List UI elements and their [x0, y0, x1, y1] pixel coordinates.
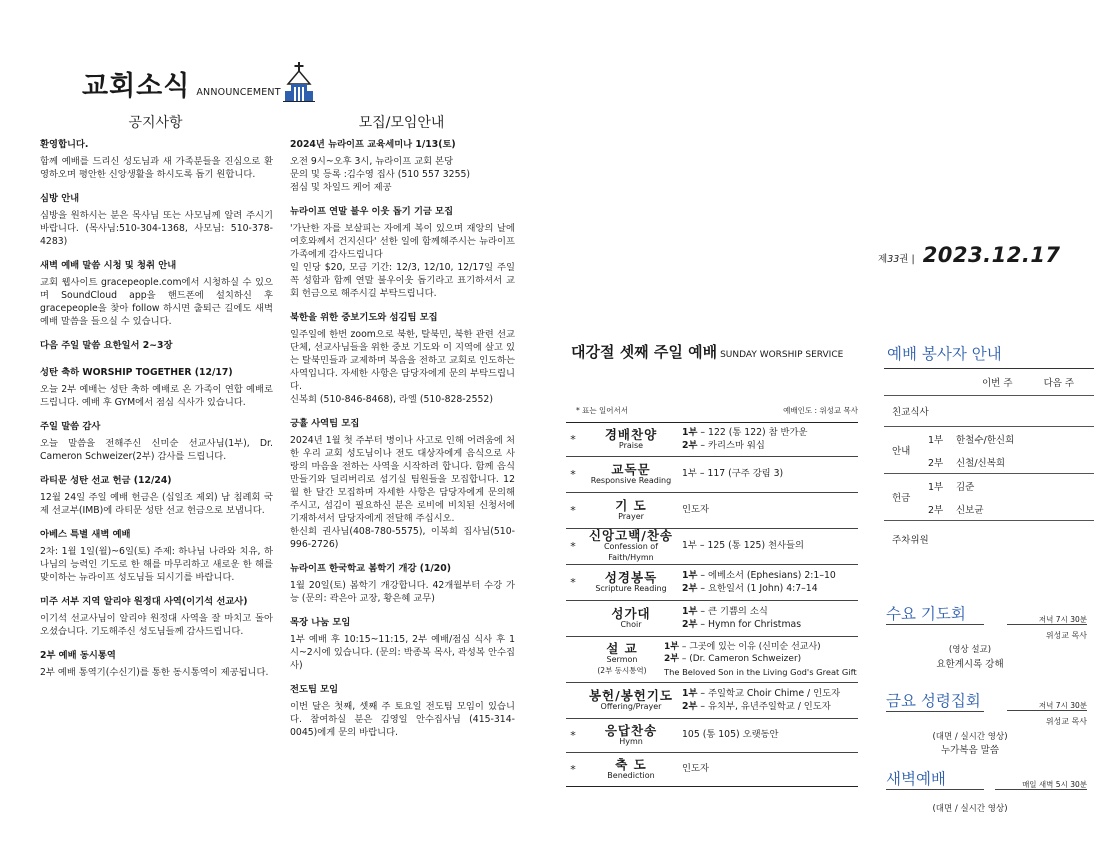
- divider: [1007, 710, 1087, 711]
- volume-label: 제33권 |: [878, 254, 915, 265]
- stand-note: * 표는 일어서서: [576, 406, 628, 415]
- order-row: 성가대 Choir 1부 – 큰 기쁨의 소식 2부 – Hymn for Christmas: [566, 601, 858, 637]
- divider: [886, 789, 984, 790]
- issue-date: [878, 243, 1061, 267]
- recruit-item: 목장 나눔 모임 1부 예배 후 10:15~11:15, 2부 예배/점심 식사 후 1시~2시에 있습니다. (문의: 박종복 목사, 곽성복 안수집사): [290, 617, 515, 671]
- notice-item: 아베스 특별 새벽 예배 2차: 1월 1일(월)~6일(토) 주제: 하나님 나라와 치유, 하나님의 능력인 기도로 한 해를 마무리하고 새로운 한 해를 맞이하는 뉴라이프 성도님들 되시기를 바랍니다.: [40, 529, 273, 583]
- worship-title: 대강절 셋째 주일 예배 SUNDAY WORSHIP SERVICE: [571, 343, 844, 361]
- volunteer-row: 안내 1부 한철수/한신희 2부 신철/신복희: [884, 427, 1094, 474]
- dawn-time: 매일 새벽 5시 30분: [1022, 780, 1087, 789]
- order-row: * 교독문 Responsive Reading 1부 – 117 (구주 강림 3): [566, 457, 858, 493]
- notice-item: 라티문 성탄 선교 헌금 (12/24) 12월 24일 주일 예배 헌금은 (십일조 제외) 남 침례회 국제 선교부(IMB)에 라티문 성탄 선교 헌금으로 보냅니다.: [40, 475, 273, 516]
- volunteers-table: 이번 주 다음 주 친교식사 안내 1부 한철수/한신희 2부 신철/신복희 헌금 1부 김준 2부 신보균 주차위원: [884, 368, 1094, 557]
- page-subtitle: ANNOUNCEMENT: [196, 87, 281, 98]
- friday-pastor: 위성교 목사: [1045, 717, 1087, 726]
- wednesday-message: 요한계시록 강해: [936, 659, 1004, 670]
- notice-item: 심방 안내 심방을 원하시는 분은 목사님 또는 사모님께 알려 주시기 바랍니다. (목사님:510-304-1368, 사모님: 510-378-4283): [40, 193, 273, 247]
- page-title: 교회소식: [82, 71, 191, 102]
- dawn-title: 새벽예배: [886, 770, 946, 788]
- volunteers-title: 예배 봉사자 안내: [887, 345, 1002, 363]
- order-row: * 축 도 Benediction 인도자: [570, 756, 709, 780]
- notice-item: 주일 말씀 감사 오늘 말씀을 전해주신 신미순 선교사님(1부), Dr. Cameron Schweizer(2부) 감사를 드립니다.: [40, 421, 273, 462]
- order-row: * 성경봉독 Scripture Reading 1부 – 에베소서 (Ephesians) 2:1–10 2부 – 요한일서 (1 John) 4:7–14: [566, 565, 858, 601]
- recruit-item: 뉴라이프 연말 불우 이웃 돕기 기금 모집 '가난한 자를 보살피는 자에게 복이 있으며 재앙의 날에 여호와께서 건지신다' 선한 일에 함께해주시는 뉴라이프 가족에게 감사드립니다 일 인당 $20, 모금 기간: 12/3, 12/10, 12/17일 주일 꼭 성함과 함께 연말 불우이웃 돕기라고 표기하셔서 교회 헌금으로 해주시길 부탁드립니다.: [290, 206, 515, 299]
- wednesday-title: 수요 기도회: [886, 605, 966, 623]
- friday-title: 금요 성령집회: [886, 692, 981, 710]
- divider: [886, 624, 984, 625]
- order-row: * 응답찬송 Hymn 105 (통 105) 오랫동안: [566, 719, 858, 753]
- volunteer-row: 헌금 1부 김준 2부 신보균: [884, 474, 1094, 521]
- dawn-note: (대면 / 실시간 영상): [932, 804, 1008, 814]
- church-icon: [283, 62, 315, 102]
- worship-meta: [576, 405, 858, 416]
- recruit-item: 전도팀 모임 이번 달은 첫째, 셋째 주 토요일 전도팀 모임이 있습니다. 참여하실 분은 김영일 안수집사님 (415-314-0045)에게 문의 바랍니다.: [290, 684, 515, 738]
- friday-message: 누가복음 말씀: [940, 745, 1000, 756]
- order-row: * 기 도 Prayer 인도자: [566, 493, 858, 529]
- order-row: * 신앙고백/찬송 Confession of Faith/Hymn 1부 – 125 (통 125) 천사들의: [566, 529, 858, 565]
- recruit-column: [290, 138, 515, 750]
- volunteer-row: 친교식사: [884, 396, 1094, 427]
- friday-time: 저녁 7시 30분: [1038, 701, 1087, 710]
- recruit-heading: 모집/모임안내: [358, 115, 445, 131]
- divider: [886, 711, 984, 712]
- recruit-item: 북한을 위한 중보기도와 섬김팀 모집 일주일에 한번 zoom으로 북한, 탈북민, 북한 관련 선교 단체, 선교사님들을 위한 중보 기도와 이 지역에 살고 있는 탈북민들과 교제하며 복음을 전하고 교회로 인도하는 사역입니다. 자세한 사항은 담당자에게 문의 부탁드립니다. 신복희 (510-846-8468), 라엘 (510-828-2552): [290, 312, 515, 405]
- divider: [1007, 624, 1087, 625]
- notices-column: [40, 138, 273, 690]
- notice-item: 다음 주일 말씀 요한일서 2~3장: [40, 340, 173, 351]
- recruit-item: 뉴라이프 한국학교 봄학기 개강 (1/20) 1월 20일(토) 봄학기 개강합니다. 42개월부터 수강 가능 (문의: 곽은아 교장, 황은혜 교무): [290, 563, 515, 604]
- worship-order-table: [566, 422, 858, 787]
- notice-item: 성탄 축하 WORSHIP TOGETHER (12/17) 오늘 2부 예배는 성탄 축하 예배로 온 가족이 연합 예배로 드립니다. 예배 후 GYM에서 점심 식사가 있습니다.: [40, 367, 273, 408]
- announcement-header: [82, 60, 315, 102]
- notice-item: 2부 예배 동시통역 2부 예배 통역기(수신기)를 통한 동시통역이 제공됩니다.: [40, 650, 269, 678]
- order-row: 봉헌/봉헌기도 Offering/Prayer 1부 – 주일학교 Choir Chime / 인도자 2부 – 유치부, 유년주일학교 / 인도자: [566, 683, 858, 719]
- recruit-item: 긍휼 사역팀 모집 2024년 1월 첫 주부터 병이나 사고로 인해 어려움에 처한 우리 교회 성도님이나 전도 대상자에게 음식으로 사랑의 마음을 전하는 사역을 시작하려 합니다. 함께 음식 만들기와 딜리버리로 섬기실 팀원들을 모집합니다. 12월 한 달간 모집하며 자세한 사항은 담당자에게 문의해 주시고, 섬김이 필요하신 분은 로비에 비치된 신청서에 기재하셔서 담당자에게 전달해 주십시오. 한신희 권사님(408-780-5575), 이복희 집사님(510-996-2726): [290, 418, 515, 550]
- worship-leader: 예배인도 : 위성교 목사: [783, 406, 858, 415]
- recruit-item: 2024년 뉴라이프 교육세미나 1/13(토) 오전 9시~오후 3시, 뉴라이프 교회 본당 문의 및 등록 :김수영 집사 (510 557 3255) 점심 및 차일드 케어 제공: [290, 139, 471, 193]
- order-row: 설 교 Sermon (2부 동시통역) 1부 – 그곳에 있는 이유 (신미순 선교사) 2부 – (Dr. Cameron Schweizer) The Beloved Son in the Living God's Great Gift: [566, 637, 858, 683]
- notice-item: 환영합니다. 함께 예배를 드리신 성도님과 새 가족분들을 진심으로 환영하오며 평안한 신앙생활을 하시도록 돕기 원합니다.: [40, 139, 273, 180]
- order-row: * 경배찬양 Praise 1부 – 122 (통 122) 참 반가운 2부 – 카리스마 워십: [566, 423, 858, 457]
- notice-item: 미주 서부 지역 알리야 원정대 사역(이기석 선교사) 이기석 선교사님이 알리야 원정대 사역을 잘 마치고 돌아오셨습니다. 기도해주신 성도님들께 감사드립니다.: [40, 596, 273, 637]
- notices-heading: 공지사항: [128, 115, 183, 131]
- wednesday-pastor: 위성교 목사: [1045, 631, 1087, 640]
- friday-note: (대면 / 실시간 영상): [932, 732, 1008, 742]
- bulletin-date: 2023.12.17: [922, 243, 1061, 267]
- wednesday-time: 저녁 7시 30분: [1038, 615, 1087, 624]
- notice-item: 새벽 예배 말씀 시청 및 청취 안내 교회 웹사이트 gracepeople.com에서 시청하실 수 있으며 SoundCloud app을 핸드폰에 설치하신 후 gracepeople을 찾아 follow 하시면 출퇴근 길에도 새벽예배 말씀을 들으실 수 있습니다.: [40, 260, 273, 327]
- wednesday-note: (영상 설교): [948, 645, 992, 655]
- volunteer-row: 주차위원: [892, 535, 929, 546]
- divider: [995, 789, 1087, 790]
